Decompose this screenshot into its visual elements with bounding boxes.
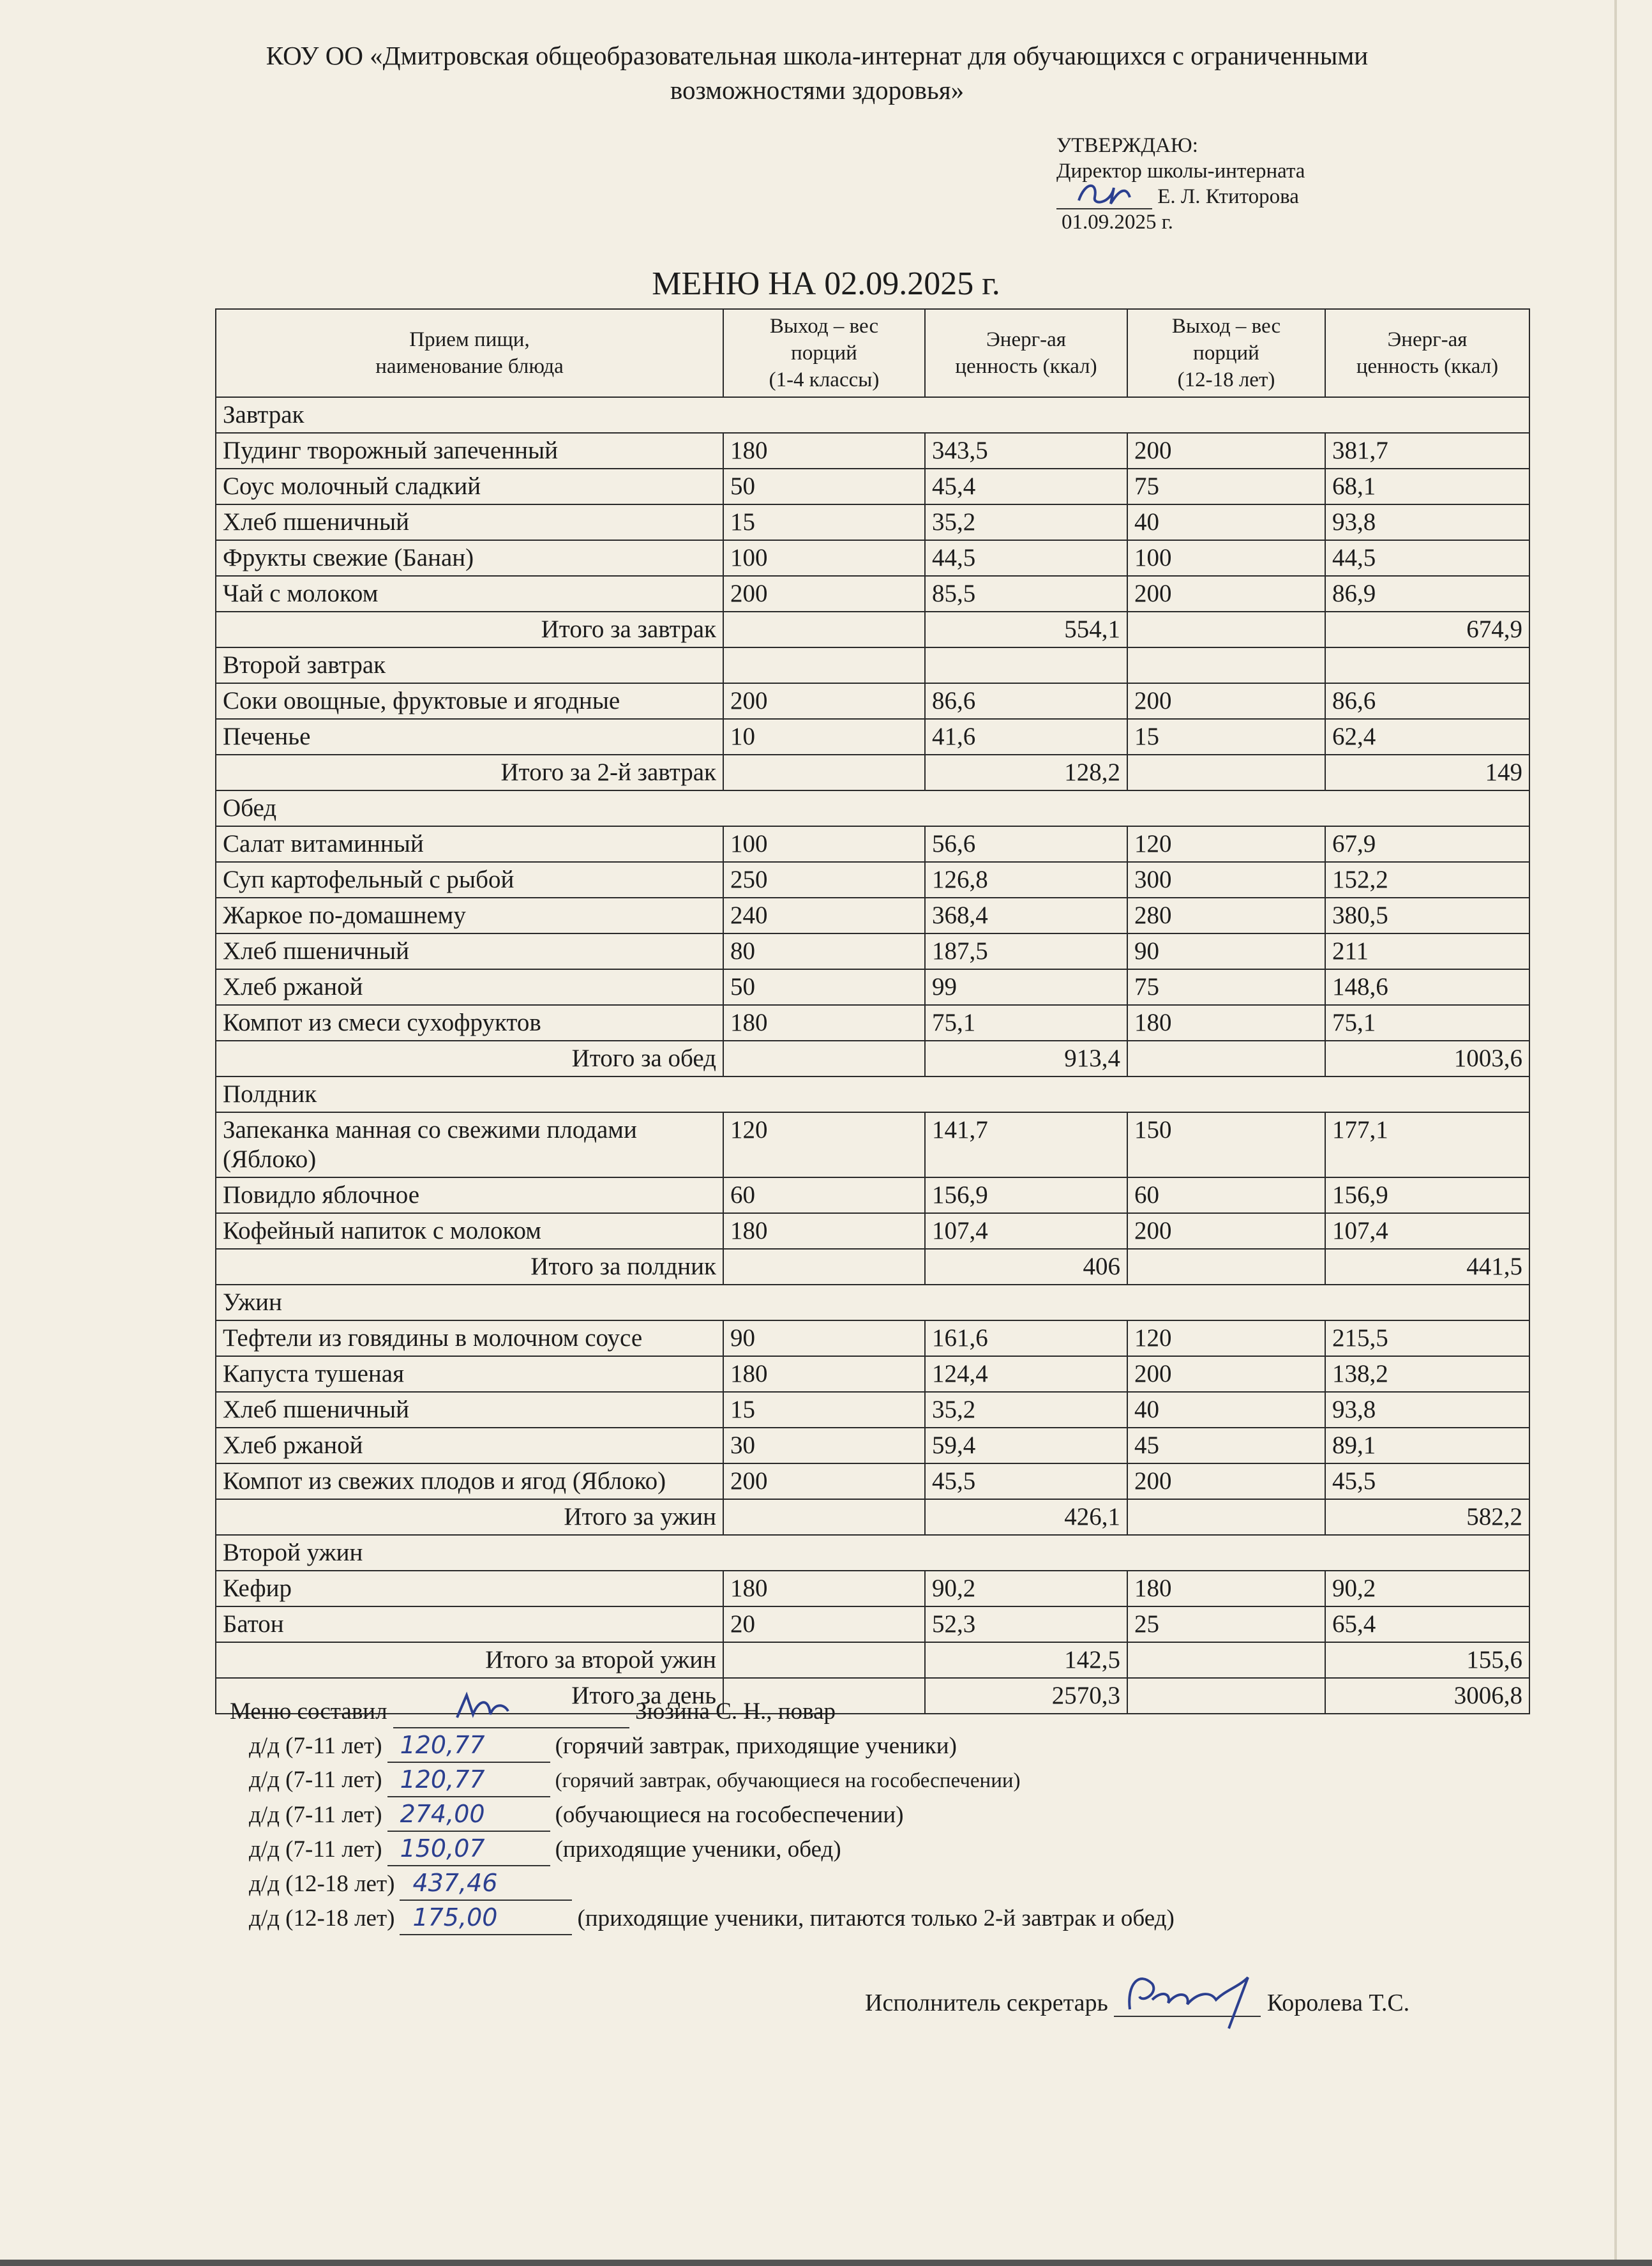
dish-name: Хлеб пшеничный (216, 504, 723, 540)
empty-cell (1127, 612, 1325, 647)
energy-12-18: 215,5 (1325, 1320, 1529, 1356)
total-energy-12-18: 155,6 (1325, 1642, 1529, 1678)
total-label: Итого за второй ужин (216, 1642, 723, 1678)
cost-value: 120,77 (387, 1763, 550, 1797)
dish-name: Капуста тушеная (216, 1356, 723, 1392)
cook-signature (393, 1702, 629, 1728)
weight-12-18: 200 (1127, 1356, 1325, 1392)
total-energy-12-18: 582,2 (1325, 1499, 1529, 1535)
empty-cell (723, 1249, 925, 1285)
weight-12-18: 25 (1127, 1606, 1325, 1642)
weight-12-18: 45 (1127, 1428, 1325, 1463)
empty-cell (1325, 647, 1529, 683)
empty-cell (1127, 1499, 1325, 1535)
cook-signature-mark (444, 1686, 572, 1730)
total-energy-12-18: 149 (1325, 755, 1529, 790)
total-label: Итого за ужин (216, 1499, 723, 1535)
energy-1-4: 35,2 (925, 1392, 1127, 1428)
empty-cell (1127, 1642, 1325, 1678)
section-row (216, 1535, 1529, 1571)
total-row (216, 755, 1529, 790)
section-row (216, 790, 1529, 826)
section-label: Второй ужин (216, 1535, 1529, 1571)
energy-1-4: 99 (925, 969, 1127, 1005)
dish-name: Хлеб ржаной (216, 969, 723, 1005)
weight-12-18: 200 (1127, 576, 1325, 612)
cost-label: д/д (12-18 лет) (249, 1871, 395, 1897)
dish-name: Тефтели из говядины в молочном соусе (216, 1320, 723, 1356)
table-row (216, 969, 1529, 1005)
empty-cell (723, 1041, 925, 1076)
energy-1-4: 86,6 (925, 683, 1127, 719)
total-energy-12-18: 674,9 (1325, 612, 1529, 647)
total-energy-12-18: 1003,6 (1325, 1041, 1529, 1076)
weight-1-4: 180 (723, 433, 925, 469)
table-row (216, 1606, 1529, 1642)
empty-cell (723, 647, 925, 683)
section-row (216, 397, 1529, 433)
dish-name: Кофейный напиток с молоком (216, 1213, 723, 1249)
section-row (216, 647, 1529, 683)
weight-12-18: 200 (1127, 1463, 1325, 1499)
energy-12-18: 68,1 (1325, 469, 1529, 504)
dish-name: Запеканка манная со свежими плодами (Яблоко) (216, 1112, 723, 1177)
weight-12-18: 280 (1127, 898, 1325, 933)
energy-1-4: 59,4 (925, 1428, 1127, 1463)
energy-12-18: 44,5 (1325, 540, 1529, 576)
cost-note: (горячий завтрак, обучающиеся на гособеспечении) (555, 1769, 1021, 1792)
energy-12-18: 67,9 (1325, 826, 1529, 862)
energy-1-4: 368,4 (925, 898, 1127, 933)
table-row (216, 1463, 1529, 1499)
energy-1-4: 126,8 (925, 862, 1127, 898)
table-row (216, 576, 1529, 612)
total-energy-1-4: 913,4 (925, 1041, 1127, 1076)
director-signature-mark (1066, 175, 1162, 213)
header-energy-12-18: Энерг-ая ценность (ккал) (1325, 309, 1529, 397)
total-label: Итого за день (216, 1678, 723, 1714)
section-label: Второй завтрак (216, 647, 723, 683)
energy-12-18: 107,4 (1325, 1213, 1529, 1249)
director-signature (1056, 189, 1152, 209)
composed-label: Меню составил (230, 1698, 387, 1725)
dish-name: Батон (216, 1606, 723, 1642)
section-row (216, 1076, 1529, 1112)
table-row (216, 469, 1529, 504)
energy-12-18: 45,5 (1325, 1463, 1529, 1499)
energy-12-18: 381,7 (1325, 433, 1529, 469)
weight-12-18: 75 (1127, 469, 1325, 504)
approval-title: УТВЕРЖДАЮ: (1056, 134, 1198, 157)
dish-name: Фрукты свежие (Банан) (216, 540, 723, 576)
menu-table (215, 308, 1530, 1714)
weight-1-4: 60 (723, 1177, 925, 1213)
cost-label: д/д (7-11 лет) (249, 1733, 382, 1759)
energy-12-18: 380,5 (1325, 898, 1529, 933)
table-row (216, 1320, 1529, 1356)
menu-title: МЕНЮ НА 02.09.2025 г. (652, 266, 1000, 302)
composed-row (230, 1695, 1506, 1728)
org-line-1: КОУ ОО «Дмитровская общеобразовательная школа-интернат для обучающихся с ограниченными (266, 41, 1369, 70)
cost-note: (приходящие ученики, питаются только 2-й завтрак и обед) (577, 1905, 1175, 1931)
cost-row (230, 1832, 1506, 1866)
dish-name: Чай с молоком (216, 576, 723, 612)
energy-12-18: 138,2 (1325, 1356, 1529, 1392)
total-row (216, 1249, 1529, 1285)
energy-12-18: 86,9 (1325, 576, 1529, 612)
table-row (216, 1571, 1529, 1606)
cost-row (230, 1866, 1506, 1901)
page-edge (1614, 0, 1617, 2260)
energy-12-18: 90,2 (1325, 1571, 1529, 1606)
cost-label: д/д (7-11 лет) (249, 1767, 382, 1793)
table-row (216, 1213, 1529, 1249)
weight-1-4: 50 (723, 469, 925, 504)
weight-1-4: 10 (723, 719, 925, 755)
approval-signature-row (1056, 184, 1503, 209)
energy-1-4: 45,4 (925, 469, 1127, 504)
table-row (216, 862, 1529, 898)
empty-cell (723, 612, 925, 647)
energy-1-4: 52,3 (925, 1606, 1127, 1642)
energy-12-18: 177,1 (1325, 1112, 1529, 1177)
energy-1-4: 124,4 (925, 1356, 1127, 1392)
cost-list (230, 1728, 1506, 1935)
weight-12-18: 40 (1127, 504, 1325, 540)
dish-name: Жаркое по-домашнему (216, 898, 723, 933)
total-row (216, 612, 1529, 647)
cost-note: (горячий завтрак, приходящие ученики) (555, 1733, 957, 1759)
energy-1-4: 90,2 (925, 1571, 1127, 1606)
cost-label: д/д (7-11 лет) (249, 1802, 382, 1828)
empty-cell (925, 647, 1127, 683)
weight-1-4: 180 (723, 1005, 925, 1041)
weight-12-18: 90 (1127, 933, 1325, 969)
dish-name: Суп картофельный с рыбой (216, 862, 723, 898)
dish-name: Соус молочный сладкий (216, 469, 723, 504)
total-row (216, 1499, 1529, 1535)
weight-12-18: 300 (1127, 862, 1325, 898)
energy-1-4: 156,9 (925, 1177, 1127, 1213)
total-energy-1-4: 2570,3 (925, 1678, 1127, 1714)
total-label: Итого за 2-й завтрак (216, 755, 723, 790)
total-energy-1-4: 128,2 (925, 755, 1127, 790)
cost-label: д/д (12-18 лет) (249, 1905, 395, 1931)
composed-by: Зюзина С. Н., повар (635, 1698, 836, 1725)
empty-cell (723, 1499, 925, 1535)
energy-12-18: 156,9 (1325, 1177, 1529, 1213)
dish-name: Компот из свежих плодов и ягод (Яблоко) (216, 1463, 723, 1499)
total-energy-12-18: 3006,8 (1325, 1678, 1529, 1714)
approval-date: 01.09.2025 г. (1062, 211, 1173, 234)
header-weight-1-4: Выход – вес порций (1-4 классы) (723, 309, 925, 397)
energy-12-18: 148,6 (1325, 969, 1529, 1005)
dish-name: Печенье (216, 719, 723, 755)
weight-1-4: 30 (723, 1428, 925, 1463)
energy-12-18: 86,6 (1325, 683, 1529, 719)
section-label: Обед (216, 790, 1529, 826)
org-line-2: возможностями здоровья» (670, 75, 965, 105)
organization-header (191, 38, 1443, 107)
empty-cell (1127, 647, 1325, 683)
table-row (216, 1177, 1529, 1213)
dish-name: Салат витаминный (216, 826, 723, 862)
weight-1-4: 80 (723, 933, 925, 969)
secretary-signature-mark (1114, 1965, 1280, 2035)
table-row (216, 933, 1529, 969)
cost-row (230, 1763, 1506, 1797)
weight-1-4: 180 (723, 1571, 925, 1606)
dish-name: Компот из смеси сухофруктов (216, 1005, 723, 1041)
weight-12-18: 60 (1127, 1177, 1325, 1213)
weight-1-4: 200 (723, 1463, 925, 1499)
cost-label: д/д (7-11 лет) (249, 1836, 382, 1862)
cost-value: 120,77 (387, 1728, 550, 1763)
empty-cell (723, 1642, 925, 1678)
scan-border (0, 2260, 1652, 2266)
energy-1-4: 41,6 (925, 719, 1127, 755)
energy-12-18: 93,8 (1325, 1392, 1529, 1428)
energy-12-18: 65,4 (1325, 1606, 1529, 1642)
empty-cell (1127, 1249, 1325, 1285)
weight-1-4: 120 (723, 1112, 925, 1177)
header-energy-1-4: Энерг-ая ценность (ккал) (925, 309, 1127, 397)
header-dish: Прием пищи, наименование блюда (216, 309, 723, 397)
table-row (216, 898, 1529, 933)
total-energy-1-4: 554,1 (925, 612, 1127, 647)
weight-12-18: 100 (1127, 540, 1325, 576)
weight-12-18: 180 (1127, 1005, 1325, 1041)
dish-name: Хлеб пшеничный (216, 1392, 723, 1428)
section-label: Полдник (216, 1076, 1529, 1112)
section-row (216, 1285, 1529, 1320)
section-label: Завтрак (216, 397, 1529, 433)
total-energy-1-4: 142,5 (925, 1642, 1127, 1678)
cost-note: (приходящие ученики, обед) (555, 1836, 841, 1862)
header-weight-12-18: Выход – вес порций (12-18 лет) (1127, 309, 1325, 397)
dish-name: Хлеб ржаной (216, 1428, 723, 1463)
table-header-row (216, 309, 1529, 397)
total-row (216, 1642, 1529, 1678)
dish-name: Хлеб пшеничный (216, 933, 723, 969)
energy-12-18: 93,8 (1325, 504, 1529, 540)
table-row (216, 1392, 1529, 1428)
cost-value: 175,00 (400, 1901, 572, 1935)
weight-1-4: 50 (723, 969, 925, 1005)
dish-name: Кефир (216, 1571, 723, 1606)
cost-row (230, 1901, 1506, 1935)
footer-block (230, 1695, 1506, 1935)
weight-1-4: 100 (723, 540, 925, 576)
total-label: Итого за завтрак (216, 612, 723, 647)
weight-12-18: 200 (1127, 1213, 1325, 1249)
executor-label: Исполнитель секретарь (865, 1990, 1108, 2016)
weight-12-18: 75 (1127, 969, 1325, 1005)
weight-1-4: 200 (723, 576, 925, 612)
energy-12-18: 75,1 (1325, 1005, 1529, 1041)
weight-12-18: 200 (1127, 433, 1325, 469)
energy-1-4: 35,2 (925, 504, 1127, 540)
approval-name: Е. Л. Ктиторова (1157, 185, 1299, 208)
cost-value: 437,46 (400, 1866, 572, 1901)
table-row (216, 826, 1529, 862)
energy-1-4: 44,5 (925, 540, 1127, 576)
cost-value: 150,07 (387, 1832, 550, 1866)
weight-12-18: 120 (1127, 826, 1325, 862)
total-energy-1-4: 406 (925, 1249, 1127, 1285)
secretary-signature (1114, 1997, 1261, 2017)
executor-name: Королева Т.С. (1266, 1990, 1410, 2016)
weight-12-18: 200 (1127, 683, 1325, 719)
energy-1-4: 107,4 (925, 1213, 1127, 1249)
dish-name: Пудинг творожный запеченный (216, 433, 723, 469)
cost-row (230, 1728, 1506, 1763)
weight-12-18: 120 (1127, 1320, 1325, 1356)
energy-1-4: 56,6 (925, 826, 1127, 862)
energy-12-18: 62,4 (1325, 719, 1529, 755)
total-energy-12-18: 441,5 (1325, 1249, 1529, 1285)
weight-1-4: 15 (723, 1392, 925, 1428)
weight-12-18: 180 (1127, 1571, 1325, 1606)
weight-12-18: 40 (1127, 1392, 1325, 1428)
executor-row (865, 1989, 1409, 2017)
energy-12-18: 152,2 (1325, 862, 1529, 898)
table-row (216, 1005, 1529, 1041)
total-label: Итого за обед (216, 1041, 723, 1076)
total-row (216, 1041, 1529, 1076)
empty-cell (1127, 1041, 1325, 1076)
weight-1-4: 250 (723, 862, 925, 898)
weight-1-4: 90 (723, 1320, 925, 1356)
approval-position: Директор школы-интерната (1056, 160, 1305, 183)
weight-1-4: 180 (723, 1213, 925, 1249)
cost-row (230, 1797, 1506, 1832)
energy-1-4: 161,6 (925, 1320, 1127, 1356)
weight-1-4: 20 (723, 1606, 925, 1642)
weight-1-4: 100 (723, 826, 925, 862)
cost-note: (обучающиеся на гособеспечении) (555, 1802, 904, 1828)
table-row (216, 504, 1529, 540)
weight-1-4: 240 (723, 898, 925, 933)
energy-1-4: 85,5 (925, 576, 1127, 612)
section-label: Ужин (216, 1285, 1529, 1320)
approval-block (1056, 133, 1503, 235)
cost-value: 274,00 (387, 1797, 550, 1832)
total-energy-1-4: 426,1 (925, 1499, 1127, 1535)
energy-12-18: 211 (1325, 933, 1529, 969)
table-row (216, 719, 1529, 755)
table-row (216, 683, 1529, 719)
table-row (216, 1356, 1529, 1392)
dish-name: Повидло яблочное (216, 1177, 723, 1213)
total-label: Итого за полдник (216, 1249, 723, 1285)
table-row (216, 1112, 1529, 1177)
weight-1-4: 180 (723, 1356, 925, 1392)
table-row (216, 540, 1529, 576)
weight-12-18: 15 (1127, 719, 1325, 755)
empty-cell (1127, 755, 1325, 790)
energy-1-4: 75,1 (925, 1005, 1127, 1041)
dish-name: Соки овощные, фруктовые и ягодные (216, 683, 723, 719)
table-row (216, 1428, 1529, 1463)
energy-1-4: 187,5 (925, 933, 1127, 969)
empty-cell (723, 755, 925, 790)
menu-table-body (216, 397, 1529, 1714)
weight-1-4: 15 (723, 504, 925, 540)
energy-1-4: 141,7 (925, 1112, 1127, 1177)
energy-1-4: 343,5 (925, 433, 1127, 469)
table-row (216, 433, 1529, 469)
energy-12-18: 89,1 (1325, 1428, 1529, 1463)
energy-1-4: 45,5 (925, 1463, 1127, 1499)
weight-1-4: 200 (723, 683, 925, 719)
weight-12-18: 150 (1127, 1112, 1325, 1177)
